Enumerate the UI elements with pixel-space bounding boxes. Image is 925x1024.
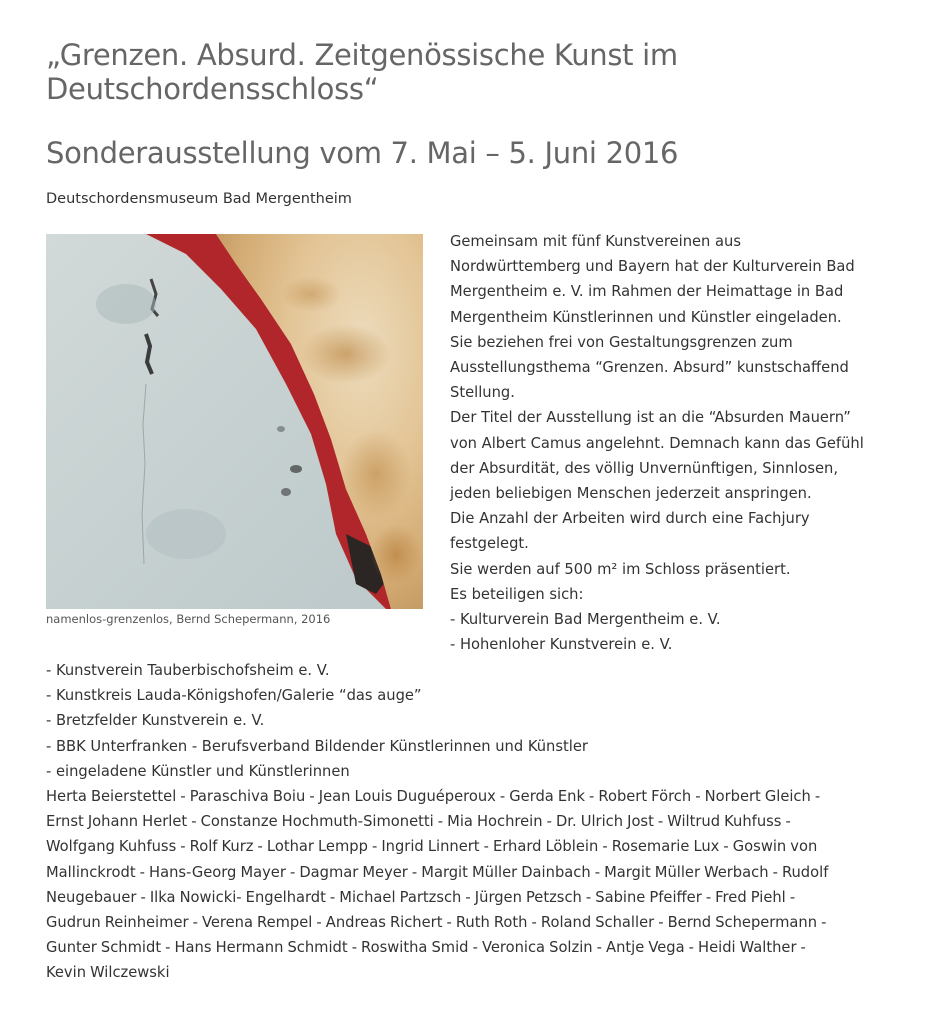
participant-item: - Hohenloher Kunstverein e. V.: [450, 636, 673, 654]
intro-line: festgelegt.: [450, 535, 529, 553]
participant-item: - Kulturverein Bad Mergentheim e. V.: [450, 611, 721, 629]
intro-line: der Absurdität, des völlig Unvernünftigen, Sinnlosen,: [450, 459, 839, 477]
intro-text: [450, 229, 900, 657]
intro-line: jeden beliebigen Menschen jederzeit anspringen.: [450, 485, 812, 503]
exhibition-dates-heading: Sonderausstellung vom 7. Mai – 5. Juni 2016: [46, 136, 679, 170]
artist-line: Gudrun Reinheimer - Verena Rempel - Andreas Richert - Ruth Roth - Roland Schaller - Bernd Schepermann -: [46, 914, 827, 932]
artist-line: Gunter Schmidt - Hans Hermann Schmidt - Roswitha Smid - Veronica Solzin - Antje Vega - Heidi Walther -: [46, 939, 806, 957]
intro-line: Sie beziehen frei von Gestaltungsgrenzen zum: [450, 333, 793, 351]
artist-line: Mallinckrodt - Hans-Georg Mayer - Dagmar Meyer - Margit Müller Dainbach - Margit Müller Werbach - Rudolf: [46, 863, 829, 881]
participant-item: - eingeladene Künstler und Künstlerinnen: [46, 762, 350, 780]
intro-line: Mergentheim Künstlerinnen und Künstler eingeladen.: [450, 308, 842, 326]
participant-item: - Kunstverein Tauberbischofsheim e. V.: [46, 662, 330, 679]
intro-line: Die Anzahl der Arbeiten wird durch eine Fachjury: [450, 510, 810, 528]
artist-line: Wolfgang Kuhfuss - Rolf Kurz - Lothar Lempp - Ingrid Linnert - Erhard Löblein - Rosemarie Lux - Goswin von: [46, 838, 818, 856]
artwork-image[interactable]: [46, 234, 423, 609]
artist-line: Neugebauer - Ilka Nowicki- Engelhardt - Michael Partzsch - Jürgen Petzsch - Sabine Pfeiffer - Fred Piehl -: [46, 888, 796, 906]
intro-line: Der Titel der Ausstellung ist an die “Absurden Mauern”: [450, 409, 851, 427]
artist-line: Ernst Johann Herlet - Constanze Hochmuth-Simonetti - Mia Hochrein - Dr. Ulrich Jost - Wiltrud Kuhfuss -: [46, 813, 791, 831]
intro-line: Stellung.: [450, 384, 515, 402]
intro-line: Mergentheim e. V. im Rahmen der Heimattage in Bad: [450, 283, 844, 301]
artist-line: Kevin Wilczewski: [46, 964, 170, 982]
artist-line: Herta Beierstettel - Paraschiva Boiu - Jean Louis Duguéperoux - Gerda Enk - Robert Förch - Norbert Gleich -: [46, 788, 821, 806]
artwork-caption: namenlos-grenzenlos, Bernd Schepermann, 2016: [46, 612, 331, 626]
artwork-figure: [46, 234, 423, 627]
intro-line: Nordwürttemberg und Bayern hat der Kulturverein Bad: [450, 258, 855, 276]
intro-line: Sie werden auf 500 m² im Schloss präsentiert.: [450, 560, 791, 578]
participant-item: - Bretzfelder Kunstverein e. V.: [46, 712, 265, 730]
page-title: „Grenzen. Absurd. Zeitgenössische Kunst im Deutschordensschloss“: [46, 38, 678, 106]
venue-name: Deutschordensmuseum Bad Mergentheim: [46, 191, 352, 207]
participant-item: - BBK Unterfranken - Berufsverband Bildender Künstlerinnen und Künstler: [46, 737, 588, 755]
intro-line: von Albert Camus angelehnt. Demnach kann das Gefühl: [450, 434, 864, 452]
intro-line: Gemeinsam mit fünf Kunstvereinen aus: [450, 233, 741, 250]
intro-line: Es beteiligen sich:: [450, 585, 584, 603]
participants-section: [46, 658, 906, 986]
artist-list: [46, 784, 906, 986]
participant-item: - Kunstkreis Lauda-Königshofen/Galerie “das auge”: [46, 687, 422, 705]
intro-line: Ausstellungsthema “Grenzen. Absurd” kunstschaffend: [450, 359, 849, 377]
